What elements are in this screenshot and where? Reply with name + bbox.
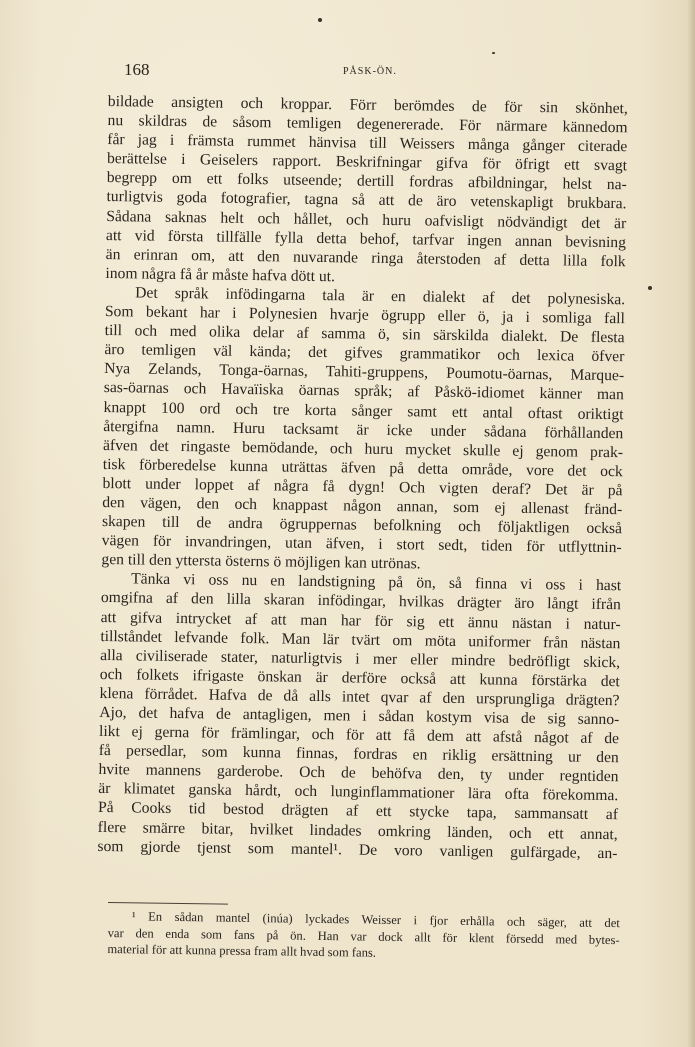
text-line: På Cooks tid bestod drägten af ett stycke tapa, sammansatt af [97,799,619,824]
footnotes [107,908,620,965]
paragraph-start: Tänka vi oss nu en landstigning på ön, så finna vi oss i hast [131,570,622,595]
text-line: få persedlar, som kunna finnas, fordras en riklig ersättning ur den [98,742,619,767]
text-line: likt ej gerna för främlingar, och för att få dem att afstå något af de [98,723,620,748]
text-line: knappt 100 ord och tre korta sånger samt ett antal oftast oriktigt [103,398,624,423]
text-line: att vid första tillfälle fylla detta behof, tarfvar ingen annan bevisning [105,226,627,251]
text-line: äro temligen väl kända; det gifves grammatikor och lexica öfver [104,341,625,366]
text-line: alla civiliserade stater, naturligtvis i mer eller mindre bedröfligt skick, [100,646,621,671]
text-line: gen till den yttersta österns ö möjligen kan utrönas. [101,551,421,573]
text-line: äfven det ringaste bemödande, och huru mycket skulle ej genom prak- [102,436,624,461]
text-line: klena förrådet. Hafva de då alls intet qvar af den ursprungliga drägten? [99,684,620,710]
text-line: turligtvis goda fotografier, tagna så att de äro vetenskapligt brukbara. [106,188,627,213]
text-line: Som bekant har i Polynesien hvarje ögrupp eller ö, ja i somliga fall [104,303,626,328]
text-line: flere smärre bitar, hvilket lindades omkring länden, och ett annat, [97,818,618,843]
paper-speck [492,52,495,54]
paper-speck [648,286,652,290]
text-line: skapen till de andra ögruppernas befolkning och följaktligen också [101,513,623,538]
text-line: som gjorde tjenst som mantel¹. De voro vanligen gulfärgade, an- [97,837,618,862]
page-number: 168 [124,60,150,79]
text-line: nu skildras de såsom temligen degenererade. För närmare kännedom [107,112,628,137]
text-line: berättelse i Geiselers rapport. Beskrifningar gifva för öfrigt ett svagt [106,150,628,175]
text-line: att gifva intrycket af att man har för sig ett ännu nästan i natur- [100,608,621,633]
text-line: hvite mannens garderobe. Och de behöfva den, ty under regntiden [98,761,619,786]
text-line: än erinran om, att den nuvarande ringa återstoden af detta lilla folk [105,245,626,270]
body-text [97,92,628,863]
text-line: och folkets ifrigaste önskan är derföre också att kunna förstärka det [99,665,620,691]
text-line: omgifna af den lilla skaran infödingar, hvilkas drägter äro långt ifrån [100,589,622,614]
text-line: får jag i främsta rummet hänvisa till Weissers många gånger citerade [107,131,628,156]
text-line: den vägen, den och knappast någon annan, som ej allenast fränd- [102,493,623,519]
text-line: Sådana saknas helt och hållet, och huru oafvisligt nödvändigt det är [106,207,627,232]
text-line: sas-öarnas och Havaïiska öarnas språk; af Påskö-idiomet känner man [103,379,624,404]
text-line: tisk förberedelse kunna uträttas äfven på detta område, vore det ock [102,455,623,481]
text-line: till och med olika delar af samma ö, sin särskilda dialekt. De flesta [104,322,625,347]
paragraph-start: Det språk infödingarna tala är en dialekt af det polynesiska. [135,284,626,309]
text-line: blott under loppet af några få dygn! Och vigten deraf? Det är på [102,474,623,500]
page-header [0,60,695,84]
paper-speck [318,18,322,22]
page-edge-shadow [687,0,695,1047]
text-line: Nya Zelands, Tonga-öarnas, Tahiti-gruppens, Poumotu-öarnas, Marque- [104,360,625,385]
text-line: återgifna namn. Huru tacksamt är icke under sådana förhållanden [103,417,624,442]
text-line: begrepp om ett folks utseende; dertill fordras afbildningar, helst na- [106,169,627,194]
footnote-divider [108,902,228,905]
text-line: bildade ansigten och kroppar. Förr berömdes de för sin skönhet, [107,92,628,118]
running-head: PÅSK-ÖN. [343,66,397,77]
footnote-line: ¹ En sådan mantel (inúa) lyckades Weisser i fjor erhålla och säger, att det [131,909,620,931]
text-line: tillståndet lefvande folk. Man lär tvärt om möta uniformer från nästan [100,627,621,652]
text-line: vägen för invandringen, utan äfven, i stort sedt, tiden för utflyttnin- [101,532,622,557]
text-line: är klimatet ganska hårdt, och lunginflammationer lära ofta förekomma. [98,780,619,805]
footnote-line: material för att kunna pressa fram allt hvad som fans. [107,942,377,960]
text-line: inom några få år måste hafva dött ut. [105,264,336,286]
footnote-line: var den enda som fans på ön. Han var dock allt för klent försedd med bytes- [107,925,620,947]
text-line: Ajo, det hafva de antagligen, men i sådan kostym visa de sig sanno- [99,703,620,729]
